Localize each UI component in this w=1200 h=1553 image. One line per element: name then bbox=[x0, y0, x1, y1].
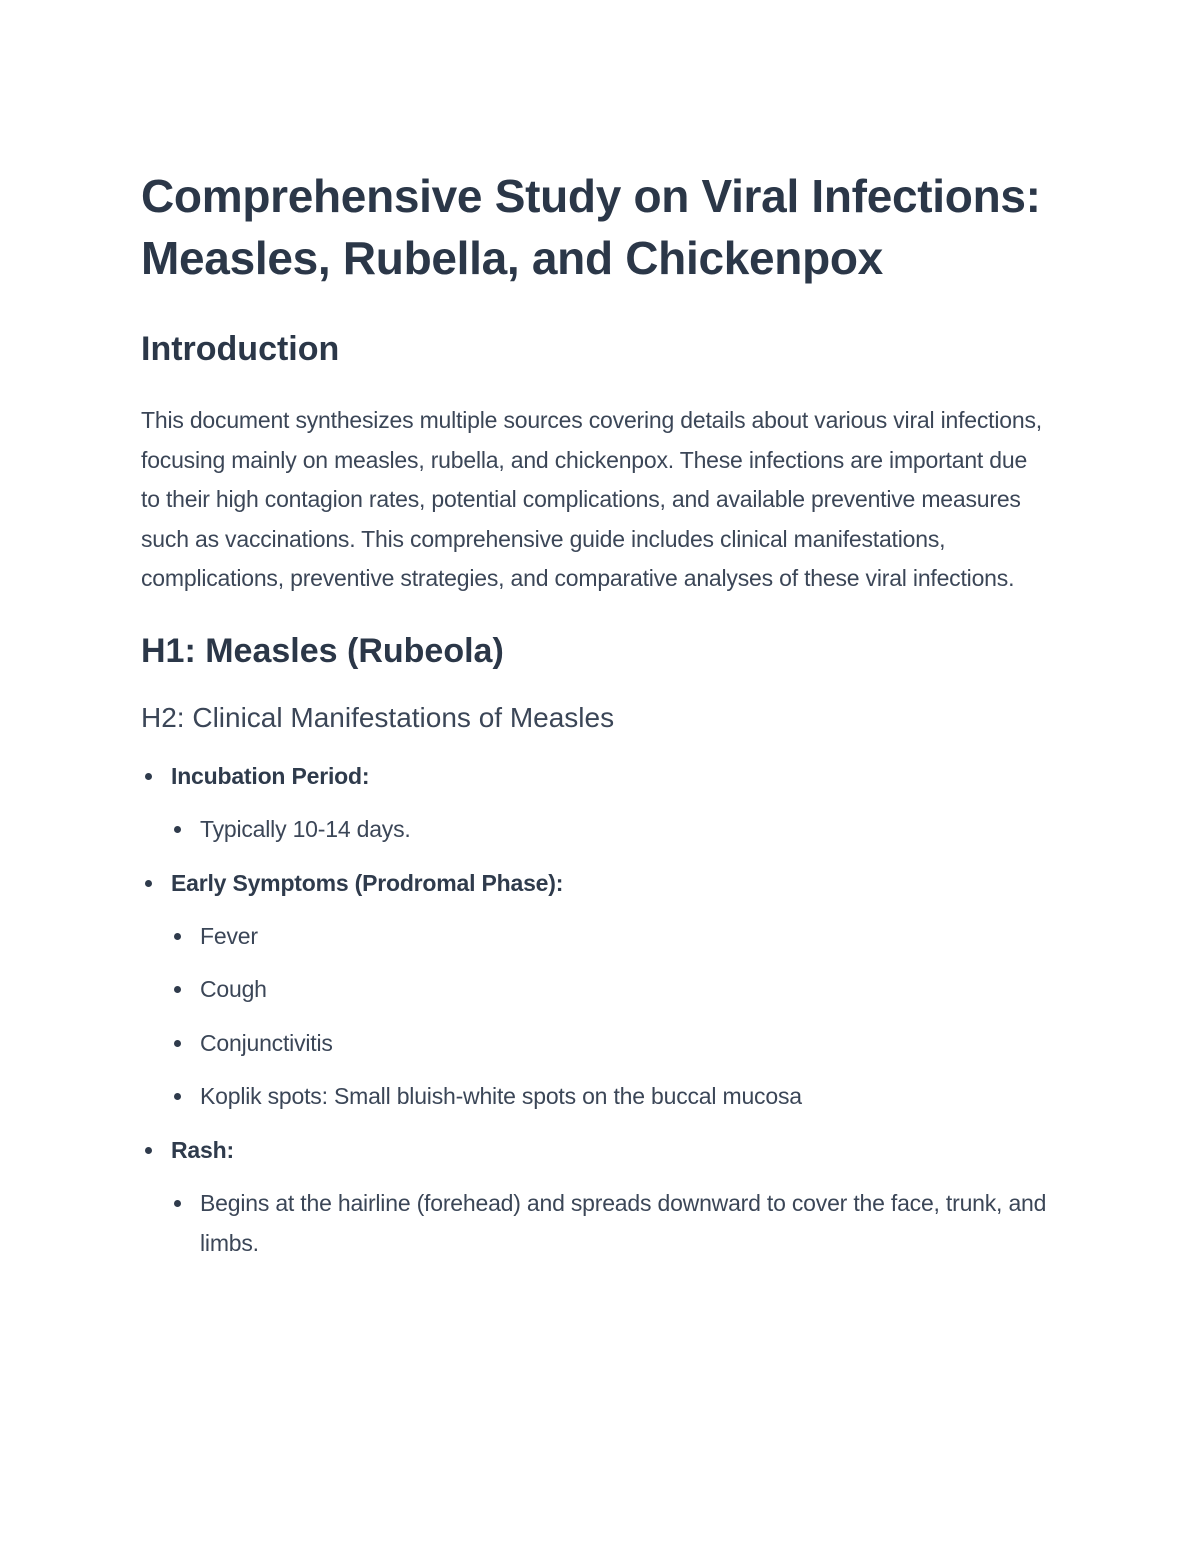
list-item-label: Early Symptoms (Prodromal Phase): bbox=[171, 869, 564, 896]
list-item-early-symptoms bbox=[141, 864, 1051, 1117]
bullet-icon bbox=[174, 986, 181, 993]
sub-list-item-text: Koplik spots: Small bluish-white spots on the buccal mucosa bbox=[200, 1083, 802, 1110]
bullet-icon bbox=[174, 1200, 181, 1207]
sub-list-item bbox=[171, 1184, 1051, 1263]
bullet-icon bbox=[145, 880, 152, 887]
document-title: Comprehensive Study on Viral Infections: Measles, Rubella, and Chickenpox bbox=[141, 170, 1041, 284]
list-item-label: Rash: bbox=[171, 1136, 234, 1163]
manifestations-list bbox=[141, 757, 1051, 1263]
clinical-manifestations-subheading: H2: Clinical Manifestations of Measles bbox=[141, 701, 615, 733]
bullet-icon bbox=[145, 773, 152, 780]
sub-list-item bbox=[171, 810, 1051, 850]
introduction-heading: Introduction bbox=[141, 330, 340, 368]
list-item-rash bbox=[141, 1131, 1051, 1263]
bullet-icon bbox=[145, 1147, 152, 1154]
list-item-incubation-period bbox=[141, 757, 1051, 850]
sub-list-item-text: Begins at the hairline (forehead) and spreads downward to cover the face, trunk, and limbs. bbox=[200, 1189, 1047, 1256]
list-item-label: Incubation Period: bbox=[171, 762, 370, 789]
sub-list-item-text: Fever bbox=[200, 922, 258, 949]
measles-section-heading: H1: Measles (Rubeola) bbox=[141, 631, 504, 670]
introduction-paragraph: This document synthesizes multiple sources covering details about various viral infections, focusing mainly on measles, rubella, and chickenpox. These infections are important due to their high contagion rates, potential complications, and available preventive measures such as vaccinations. This comprehensive guide includes clinical manifestations, complications, preventive strategies, and comparative analyses of these viral infections. bbox=[141, 407, 1042, 592]
sub-list-item bbox=[171, 917, 1051, 957]
sub-list-item bbox=[171, 1077, 1051, 1117]
sub-list bbox=[171, 917, 1051, 1117]
bullet-icon bbox=[174, 1040, 181, 1047]
document-page bbox=[141, 165, 1051, 1277]
sub-list-item bbox=[171, 1024, 1051, 1064]
sub-list bbox=[171, 1184, 1051, 1263]
sub-list-item-text: Typically 10-14 days. bbox=[200, 815, 411, 842]
bullet-icon bbox=[174, 826, 181, 833]
sub-list-item-text: Cough bbox=[200, 976, 267, 1003]
sub-list bbox=[171, 810, 1051, 850]
sub-list-item-text: Conjunctivitis bbox=[200, 1029, 333, 1056]
bullet-icon bbox=[174, 1093, 181, 1100]
bullet-icon bbox=[174, 933, 181, 940]
sub-list-item bbox=[171, 970, 1051, 1010]
